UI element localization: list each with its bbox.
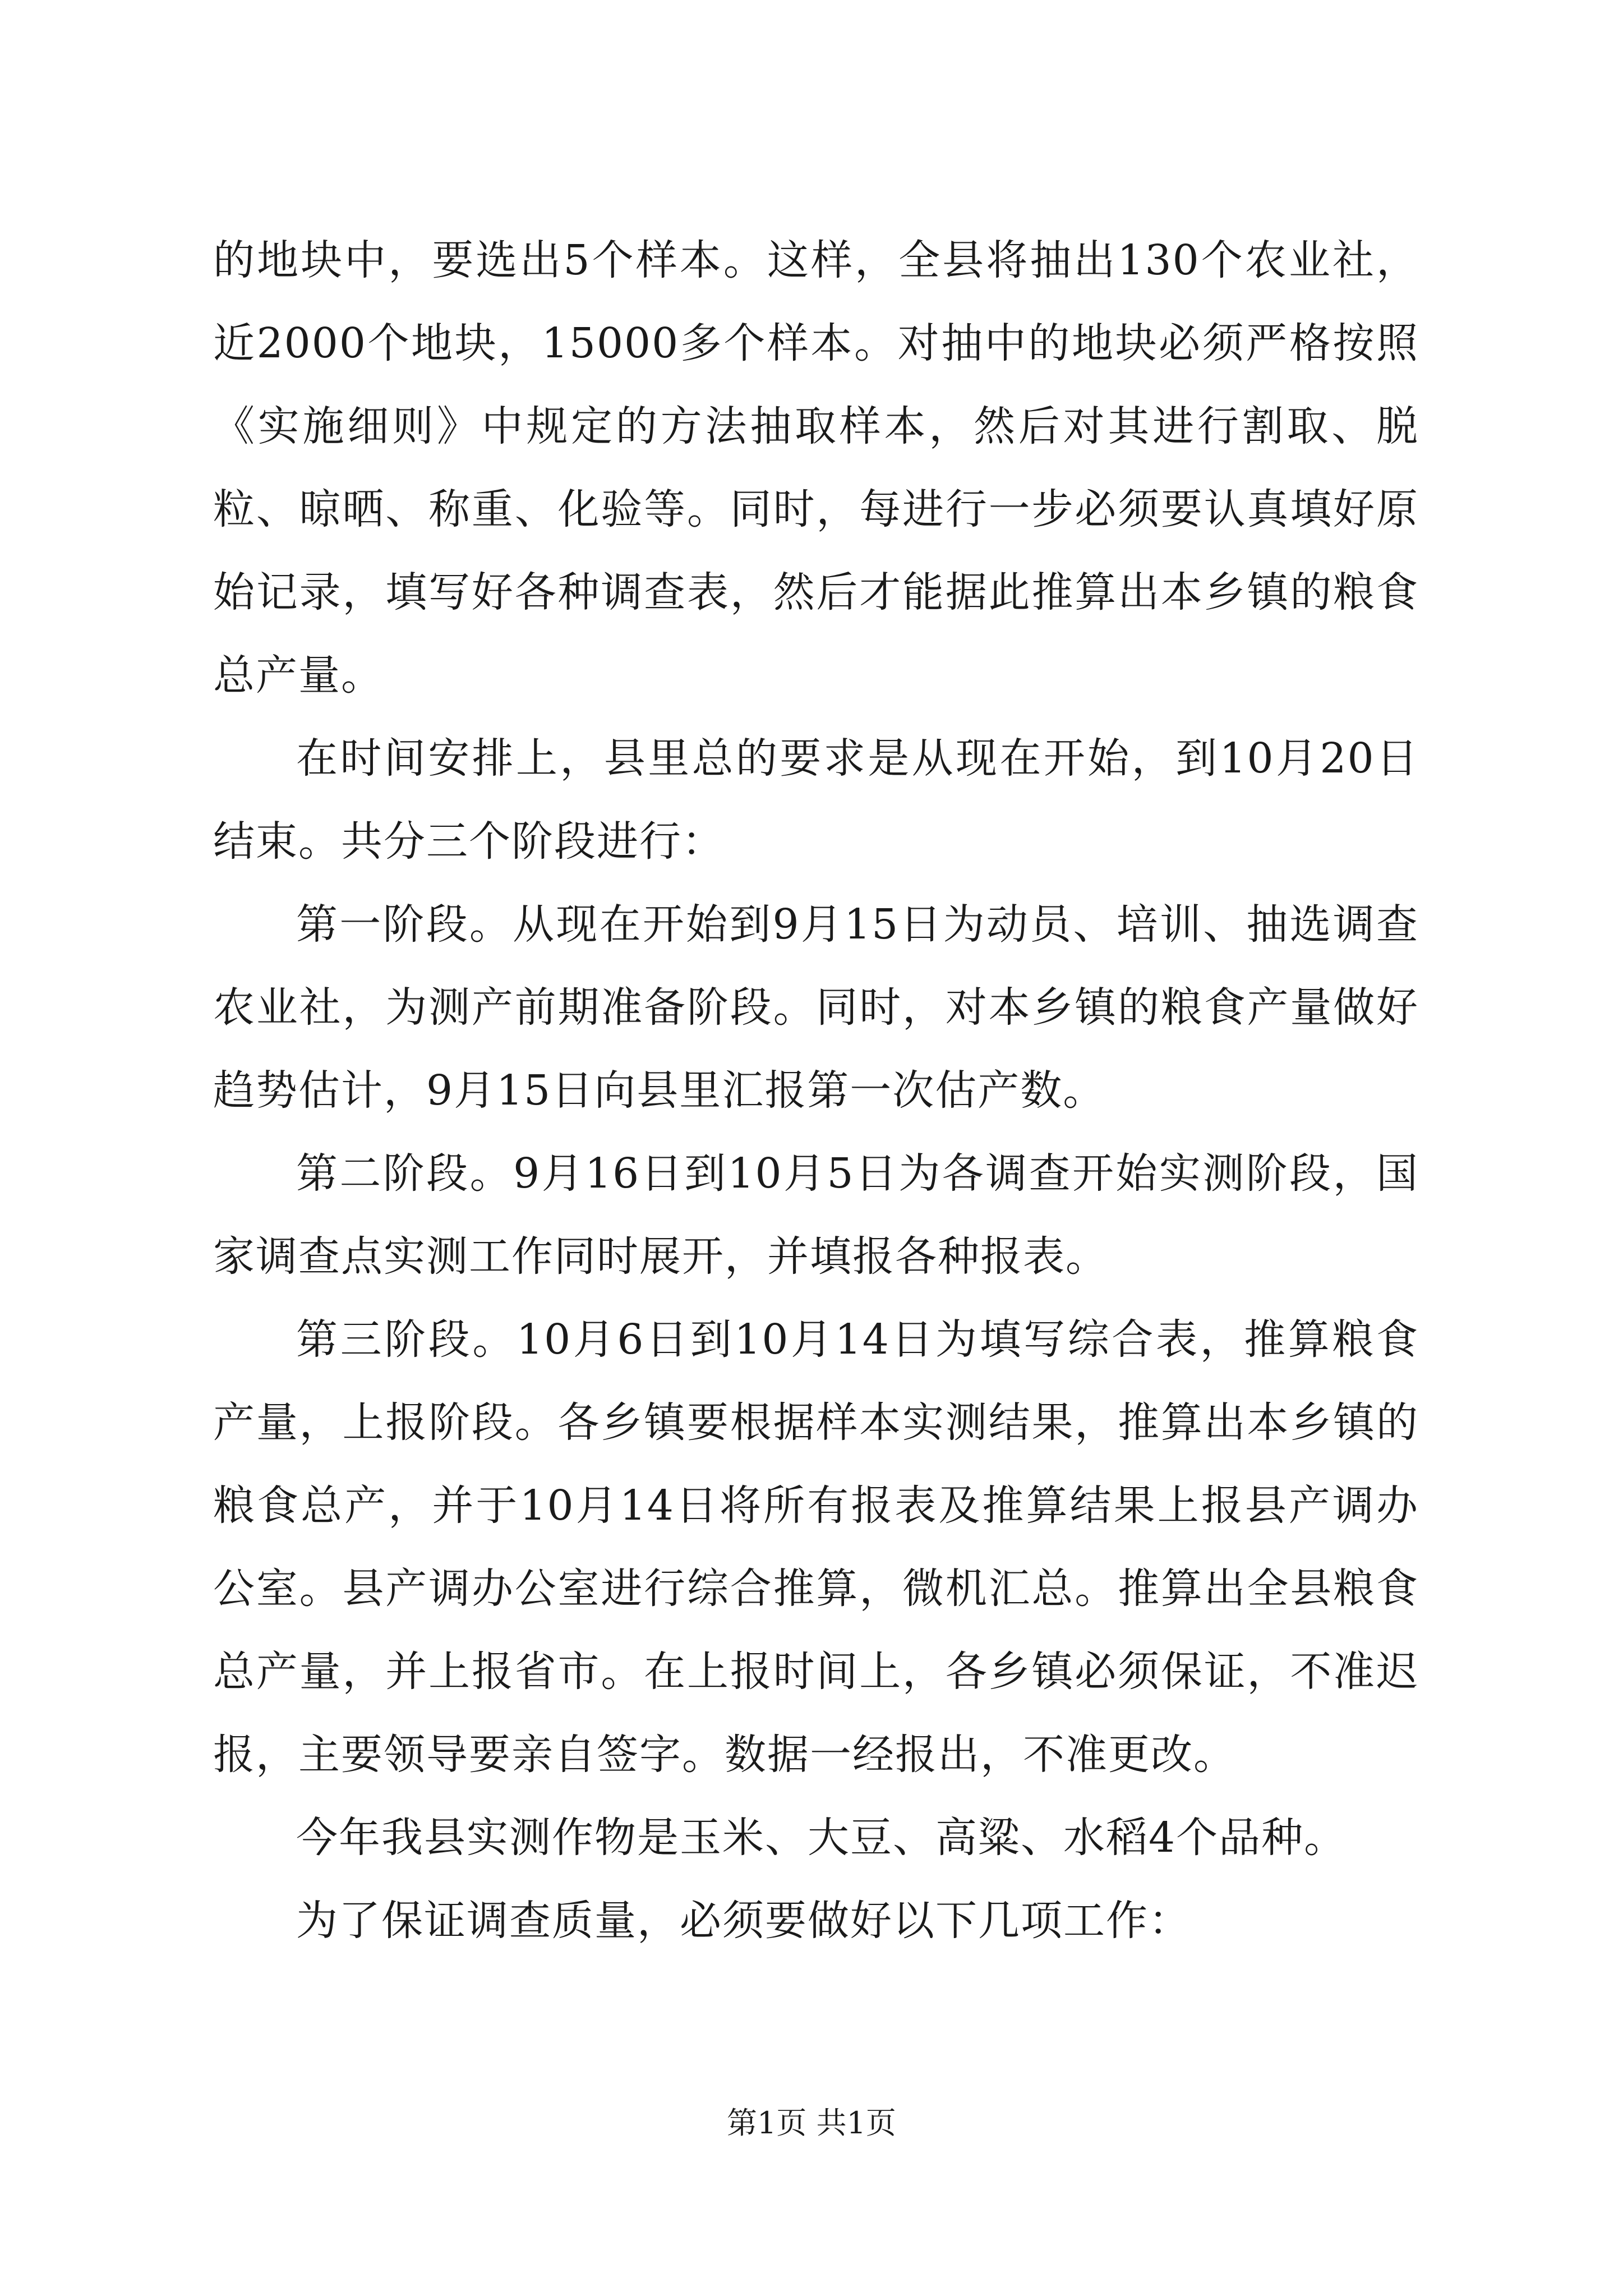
paragraph-7: 为了保证调查质量，必须要做好以下几项工作： bbox=[296, 1897, 1191, 1945]
page-number-label: 第1页 共1页 bbox=[727, 2105, 896, 2141]
paragraph-2: 在时间安排上，县里总的要求是从现在开始，到10月20日结束。共分三个阶段进行： bbox=[213, 734, 1419, 866]
paragraph-5: 第三阶段。10月6日到10月14日为填写综合表，推算粮食产量，上报阶段。各乡镇要根据样本实测结果，推算出本乡镇的粮食总产，并于10月14日将所有报表及推算结果上报县产调办公室。县产调办公室进行综合推算，微机汇总。推算出全县粮食总产量，并上报省市。在上报时间上，各乡镇必须保证，不准迟报，主要领导要亲自签字。数据一经报出，不准更改。 bbox=[213, 1315, 1419, 1779]
paragraph-3: 第一阶段。从现在开始到9月15日为动员、培训、抽选调查农业社，为测产前期准备阶段。同时，对本乡镇的粮食产量做好趋势估计，9月15日向县里汇报第一次估产数。 bbox=[213, 900, 1419, 1115]
paragraph-6: 今年我县实测作物是玉米、大豆、高粱、水稻4个品种。 bbox=[296, 1814, 1347, 1862]
document-body bbox=[213, 219, 1419, 1962]
paragraph-1: 的地块中，要选出5个样本。这样，全县将抽出130个农业社，近2000个地块，15000多个样本。对抽中的地块必须严格按照《实施细则》中规定的方法抽取样本，然后对其进行割取、脱粒、晾晒、称重、化验等。同时，每进行一步必须要认真填好原始记录，填写好各种调查表，然后才能据此推算出本乡镇的粮食总产量。 bbox=[213, 236, 1419, 700]
page-footer bbox=[0, 2104, 1623, 2143]
paragraph-4: 第二阶段。9月16日到10月5日为各调查开始实测阶段，国家调查点实测工作同时展开，并填报各种报表。 bbox=[213, 1149, 1419, 1281]
